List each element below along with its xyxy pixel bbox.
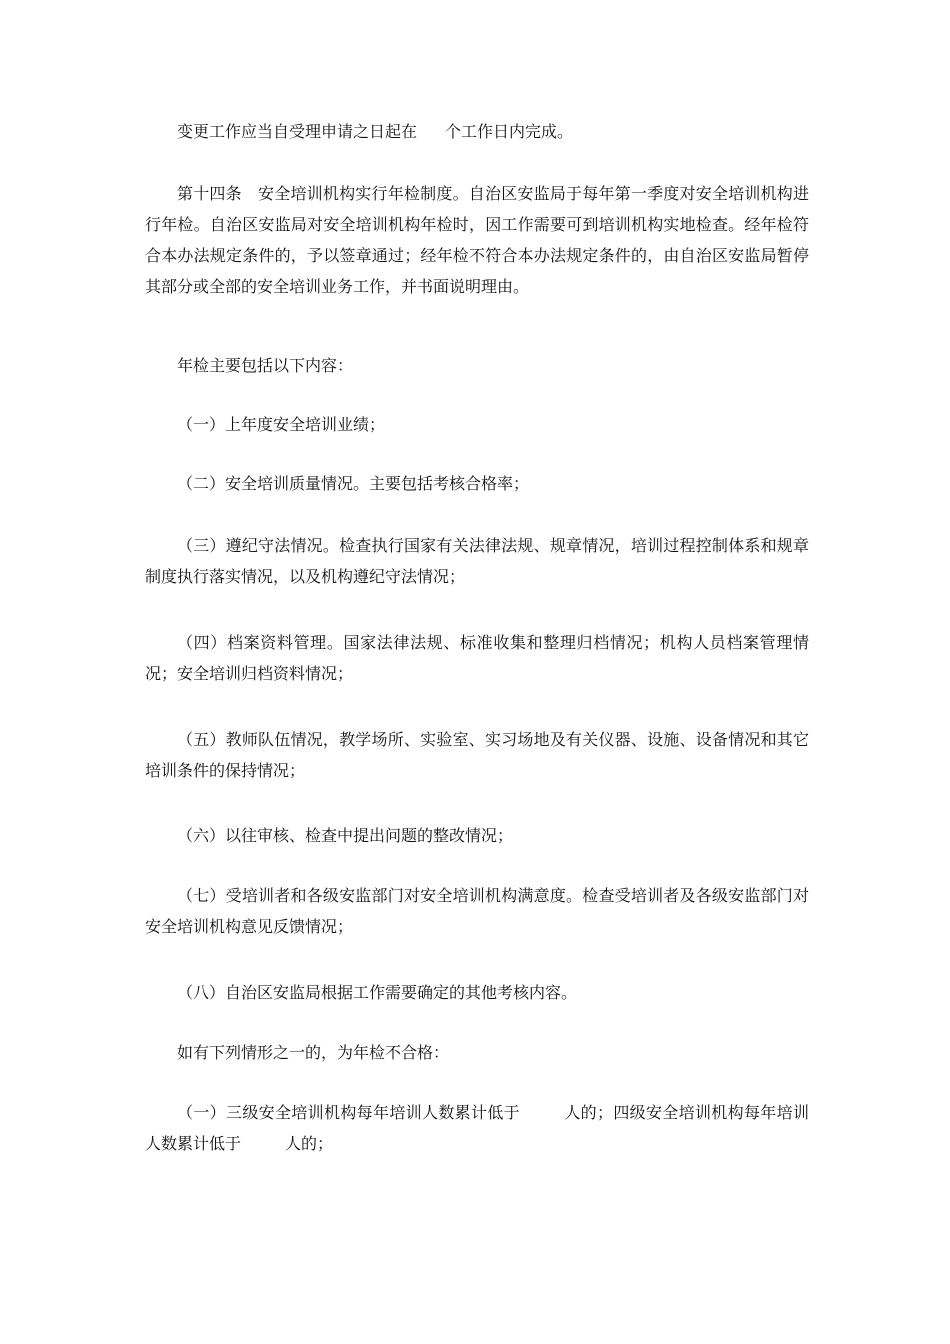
paragraph-change-deadline: [145, 116, 809, 147]
list-item-4: （四）档案资料管理。国家法律法规、标准收集和整理归档情况；机构人员档案管理情况；安全培训归档资料情况；: [145, 633, 809, 683]
paragraph-text: 变更工作应当自受理申请之日起在: [177, 122, 418, 141]
list-item-1: （一）上年度安全培训业绩；: [177, 415, 386, 434]
paragraph-text: 人的；四级安全培训机构每年培训人数累计低于: [145, 1103, 809, 1153]
paragraph-text: 人的；: [285, 1134, 334, 1153]
list-item-2: （二）安全培训质量情况。主要包括考核合格率；: [177, 474, 530, 493]
list-item-8: （八）自治区安监局根据工作需要确定的其他考核内容。: [177, 983, 578, 1002]
list-item-5: （五）教师队伍情况，教学场所、实验室、实习场地及有关仪器、设施、设备情况和其它培训条件的保持情况；: [145, 730, 809, 780]
list-item-6: （六）以往审核、检查中提出问题的整改情况；: [177, 826, 514, 845]
paragraph-text: 个工作日内完成。: [445, 122, 574, 141]
list-item-7: （七）受培训者和各级安监部门对安全培训机构满意度。检查受培训者及各级安监部门对安全培训机构意见反馈情况；: [145, 886, 809, 936]
list-item-3: （三）遵纪守法情况。检查执行国家有关法律法规、规章情况，培训过程控制体系和规章制度执行落实情况，以及机构遵纪守法情况；: [145, 536, 809, 586]
paragraph-inspection-intro: 年检主要包括以下内容：: [177, 356, 354, 375]
paragraph-text: （一）三级安全培训机构每年培训人数累计低于: [177, 1103, 520, 1122]
paragraph-failure-intro: 如有下列情形之一的，为年检不合格：: [177, 1043, 450, 1062]
article-14: 第十四条 安全培训机构实行年检制度。自治区安监局于每年第一季度对安全培训机构进行年检。自治区安监局对安全培训机构年检时，因工作需要可到培训机构实地检查。经年检符合本办法规定条件的，予以签章通过；经年检不符合本办法规定条件的，由自治区安监局暂停其部分或全部的安全培训业务工作，并书面说明理由。: [145, 184, 809, 296]
failure-item-1: [145, 1097, 809, 1159]
